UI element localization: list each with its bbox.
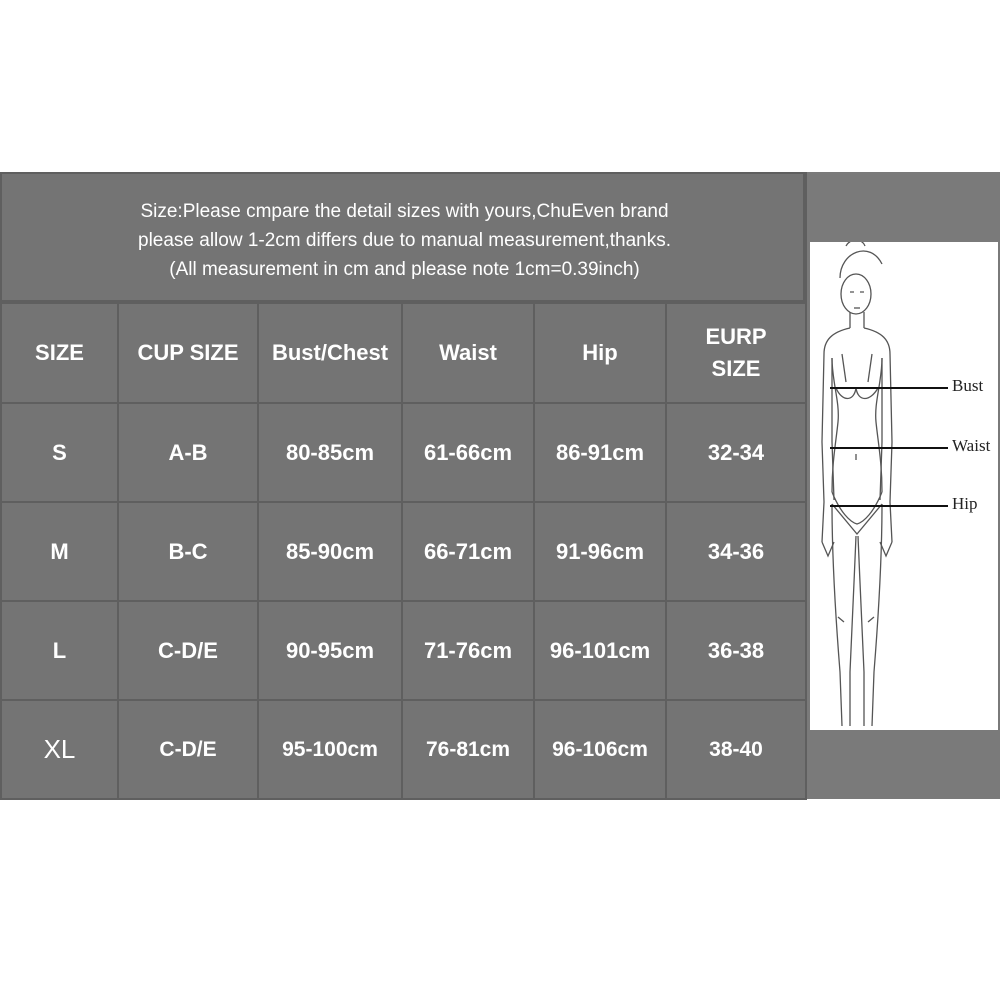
- cell-size: L: [1, 601, 118, 700]
- cell-hip: 86-91cm: [534, 403, 666, 502]
- table-row: [1, 502, 806, 601]
- measurement-notice: [0, 172, 805, 302]
- header-cup-size: CUP SIZE: [118, 303, 258, 403]
- cell-waist: 61-66cm: [402, 403, 534, 502]
- notice-line-2: please allow 1-2cm differs due to manual measurement,thanks.: [138, 230, 671, 251]
- cell-hip: 91-96cm: [534, 502, 666, 601]
- cell-hip: 96-106cm: [534, 700, 666, 799]
- cell-bust: 85-90cm: [258, 502, 402, 601]
- cell-cup: C-D/E: [118, 601, 258, 700]
- body-figure-section: [805, 172, 1000, 799]
- table-row: [1, 601, 806, 700]
- cell-cup: A-B: [118, 403, 258, 502]
- notice-line-1: Size:Please cmpare the detail sizes with yours,ChuEven brand: [140, 201, 669, 222]
- table-row: [1, 403, 806, 502]
- header-bust-chest: Bust/Chest: [258, 303, 402, 403]
- cell-size: M: [1, 502, 118, 601]
- size-chart-left: [0, 172, 805, 799]
- header-eurp-size: [666, 303, 806, 403]
- cell-waist: 71-76cm: [402, 601, 534, 700]
- size-chart: [0, 172, 1000, 799]
- cell-eurp: 38-40: [666, 700, 806, 799]
- cell-eurp: 34-36: [666, 502, 806, 601]
- header-eurp-size-label: EURP SIZE: [705, 324, 767, 381]
- cell-waist: 66-71cm: [402, 502, 534, 601]
- cell-cup: C-D/E: [118, 700, 258, 799]
- size-table: [0, 302, 807, 800]
- cell-bust: 90-95cm: [258, 601, 402, 700]
- cell-eurp: 32-34: [666, 403, 806, 502]
- cell-waist: 76-81cm: [402, 700, 534, 799]
- table-header-row: [1, 303, 806, 403]
- bust-label: Bust: [952, 376, 984, 395]
- body-figure-illustration: [810, 242, 998, 730]
- cell-hip: 96-101cm: [534, 601, 666, 700]
- waist-label: Waist: [952, 436, 991, 455]
- header-waist: Waist: [402, 303, 534, 403]
- cell-eurp: 36-38: [666, 601, 806, 700]
- body-figure-panel: [810, 242, 998, 730]
- header-size: SIZE: [1, 303, 118, 403]
- table-row: [1, 700, 806, 799]
- cell-size: XL: [1, 700, 118, 799]
- cell-bust: 80-85cm: [258, 403, 402, 502]
- cell-size: S: [1, 403, 118, 502]
- hip-label: Hip: [952, 494, 978, 513]
- header-hip: Hip: [534, 303, 666, 403]
- cell-bust: 95-100cm: [258, 700, 402, 799]
- cell-cup: B-C: [118, 502, 258, 601]
- notice-line-3: (All measurement in cm and please note 1cm=0.39inch): [169, 259, 640, 280]
